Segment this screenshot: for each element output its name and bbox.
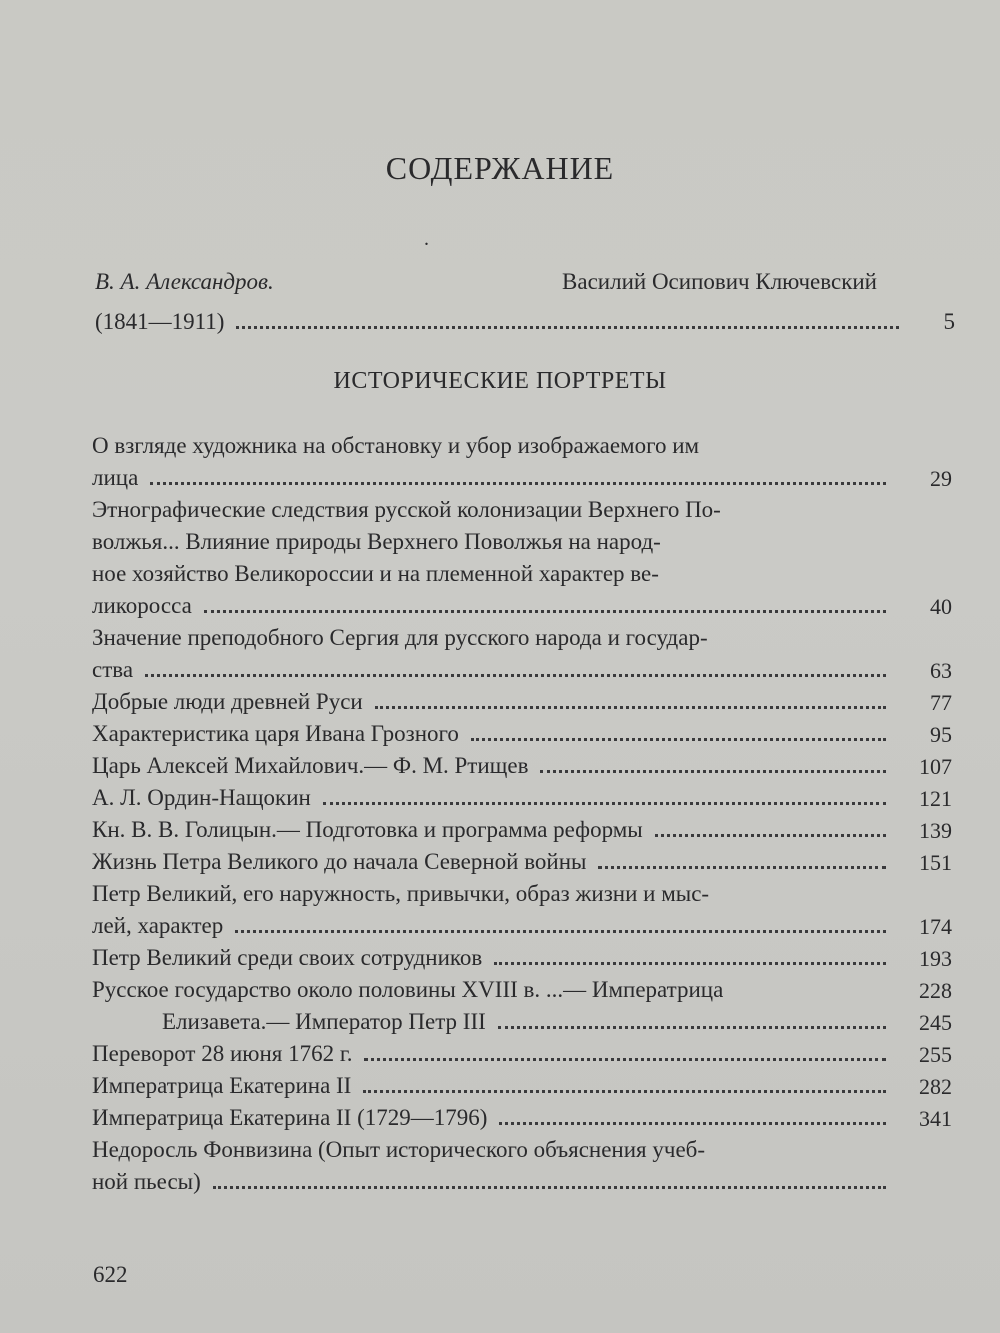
dot-leader bbox=[364, 1057, 886, 1061]
toc-entry-text: Добрые люди древней Руси bbox=[92, 689, 363, 714]
toc-entry-line bbox=[92, 558, 892, 590]
toc-entry-line bbox=[92, 494, 892, 526]
toc-entry bbox=[92, 1134, 952, 1198]
toc-entry-line bbox=[92, 590, 892, 622]
toc-entry-text: Русское государство около половины XVIII в. ...— Императрица bbox=[92, 977, 724, 1002]
dot-leader bbox=[235, 929, 886, 933]
intro-entry bbox=[95, 262, 955, 342]
intro-title-part2: (1841—1911) bbox=[95, 309, 225, 334]
toc-entry-line bbox=[92, 846, 892, 878]
toc-entry-line bbox=[92, 942, 892, 974]
toc-entry-text: Жизнь Петра Великого до начала Северной войны bbox=[92, 849, 587, 874]
toc-entry-text: О взгляде художника на обстановку и убор изображаемого им bbox=[92, 433, 700, 458]
table-of-contents bbox=[92, 430, 952, 1198]
intro-title-part1: Василий Осипович Ключевский bbox=[562, 269, 877, 294]
toc-entry-line bbox=[92, 814, 892, 846]
dot-leader bbox=[655, 833, 886, 837]
toc-entry-text: Елизавета.— Император Петр III bbox=[162, 1009, 486, 1034]
dot-leader bbox=[498, 1025, 886, 1029]
toc-entry bbox=[92, 1038, 952, 1070]
toc-entry-text: Царь Алексей Михайлович.— Ф. М. Ртищев bbox=[92, 753, 529, 778]
dot-leader bbox=[499, 1121, 886, 1125]
toc-entry-text: Императрица Екатерина II (1729—1796) bbox=[92, 1105, 488, 1130]
toc-entry bbox=[92, 1102, 952, 1134]
toc-entry-line bbox=[92, 1166, 892, 1198]
toc-page-number: 107 bbox=[919, 754, 952, 779]
intro-page-number: 5 bbox=[943, 309, 955, 334]
toc-entry bbox=[92, 942, 952, 974]
dot-leader bbox=[236, 325, 899, 329]
toc-entry bbox=[92, 718, 952, 750]
toc-page-number: 341 bbox=[919, 1106, 952, 1131]
toc-page-number: 77 bbox=[930, 690, 952, 715]
toc-entry bbox=[92, 430, 952, 494]
toc-entry-line bbox=[92, 1102, 892, 1134]
toc-entry-text: лей, характер bbox=[92, 913, 224, 938]
dot-leader bbox=[598, 865, 886, 869]
toc-entry-text: Этнографические следствия русской колонизации Верхнего По- bbox=[92, 497, 721, 522]
toc-entry-line bbox=[92, 878, 892, 910]
dot-leader bbox=[494, 961, 886, 965]
toc-page-number: 151 bbox=[919, 850, 952, 875]
folio-page-number: 622 bbox=[93, 1262, 128, 1287]
intro-line-2 bbox=[95, 302, 955, 342]
toc-entry-text: ства bbox=[92, 657, 134, 682]
page-title: СОДЕРЖАНИЕ bbox=[385, 150, 615, 186]
toc-entry-line bbox=[92, 750, 892, 782]
toc-entry-line bbox=[92, 654, 892, 686]
toc-page-number: 121 bbox=[919, 786, 952, 811]
toc-entry-line bbox=[92, 462, 892, 494]
toc-entry bbox=[92, 846, 952, 878]
toc-page-number: 255 bbox=[919, 1042, 952, 1067]
dot-leader bbox=[145, 673, 886, 677]
toc-entry-line bbox=[92, 1134, 892, 1166]
dot-mark: . bbox=[424, 228, 429, 250]
toc-entry bbox=[92, 1006, 952, 1038]
toc-entry-text: Императрица Екатерина II bbox=[92, 1073, 352, 1098]
toc-entry-line bbox=[92, 622, 892, 654]
toc-entry-line bbox=[92, 1070, 892, 1102]
toc-entry-line bbox=[92, 1038, 892, 1070]
dot-leader bbox=[375, 705, 886, 709]
toc-entry-text: Недоросль Фонвизина (Опыт исторического объяснения учеб- bbox=[92, 1137, 706, 1162]
toc-entry-text: Характеристика царя Ивана Грозного bbox=[92, 721, 459, 746]
toc-entry-line bbox=[92, 974, 892, 1006]
toc-entry bbox=[92, 622, 952, 686]
toc-entry bbox=[92, 494, 952, 622]
toc-entry-text: ное хозяйство Великороссии и на племенной характер ве- bbox=[92, 561, 659, 586]
toc-page-number: 193 bbox=[919, 946, 952, 971]
toc-entry bbox=[92, 878, 952, 942]
toc-entry-line bbox=[92, 1006, 892, 1038]
intro-author: В. А. Александров. bbox=[95, 269, 274, 294]
toc-entry-line bbox=[92, 526, 892, 558]
toc-entry-line bbox=[92, 910, 892, 942]
toc-entry bbox=[92, 814, 952, 846]
toc-page-number: 63 bbox=[930, 658, 952, 683]
toc-entry-text: волжья... Влияние природы Верхнего Поволжья на народ- bbox=[92, 529, 661, 554]
toc-page-number: 245 bbox=[919, 1010, 952, 1035]
toc-entry-line bbox=[92, 686, 892, 718]
toc-entry-text: Петр Великий, его наружность, привычки, образ жизни и мыс- bbox=[92, 881, 710, 906]
toc-entry bbox=[92, 1070, 952, 1102]
dot-leader bbox=[150, 481, 886, 485]
toc-page-number: 40 bbox=[930, 594, 952, 619]
dot-leader bbox=[323, 801, 886, 805]
dot-leader bbox=[363, 1089, 886, 1093]
toc-entry-text: Переворот 28 июня 1762 г. bbox=[92, 1041, 353, 1066]
toc-entry-text: ликоросса bbox=[92, 593, 192, 618]
dot-leader bbox=[213, 1185, 886, 1189]
toc-entry bbox=[92, 782, 952, 814]
intro-line-1 bbox=[95, 262, 877, 302]
toc-entry bbox=[92, 974, 952, 1006]
toc-entry-text: А. Л. Ордин-Нащокин bbox=[92, 785, 311, 810]
toc-page-number: 228 bbox=[919, 978, 952, 1003]
toc-page-number: 282 bbox=[919, 1074, 952, 1099]
toc-entry bbox=[92, 686, 952, 718]
toc-entry-line bbox=[92, 782, 892, 814]
toc-page-number: 29 bbox=[930, 466, 952, 491]
toc-entry bbox=[92, 750, 952, 782]
toc-page-number: 95 bbox=[930, 722, 952, 747]
toc-entry-text: Значение преподобного Сергия для русского народа и государ- bbox=[92, 625, 708, 650]
section-title: ИСТОРИЧЕСКИЕ ПОРТРЕТЫ bbox=[333, 368, 667, 394]
dot-leader bbox=[471, 737, 886, 741]
toc-entry-text: Петр Великий среди своих сотрудников bbox=[92, 945, 483, 970]
toc-page-number: 174 bbox=[919, 914, 952, 939]
dot-leader bbox=[204, 609, 886, 613]
toc-entry-text: лица bbox=[92, 465, 139, 490]
toc-entry-line bbox=[92, 430, 892, 462]
dot-leader bbox=[540, 769, 886, 773]
toc-page-number: 139 bbox=[919, 818, 952, 843]
toc-entry-text: ной пьесы) bbox=[92, 1169, 201, 1194]
toc-entry-text: Кн. В. В. Голицын.— Подготовка и программа реформы bbox=[92, 817, 643, 842]
toc-entry-line bbox=[92, 718, 892, 750]
